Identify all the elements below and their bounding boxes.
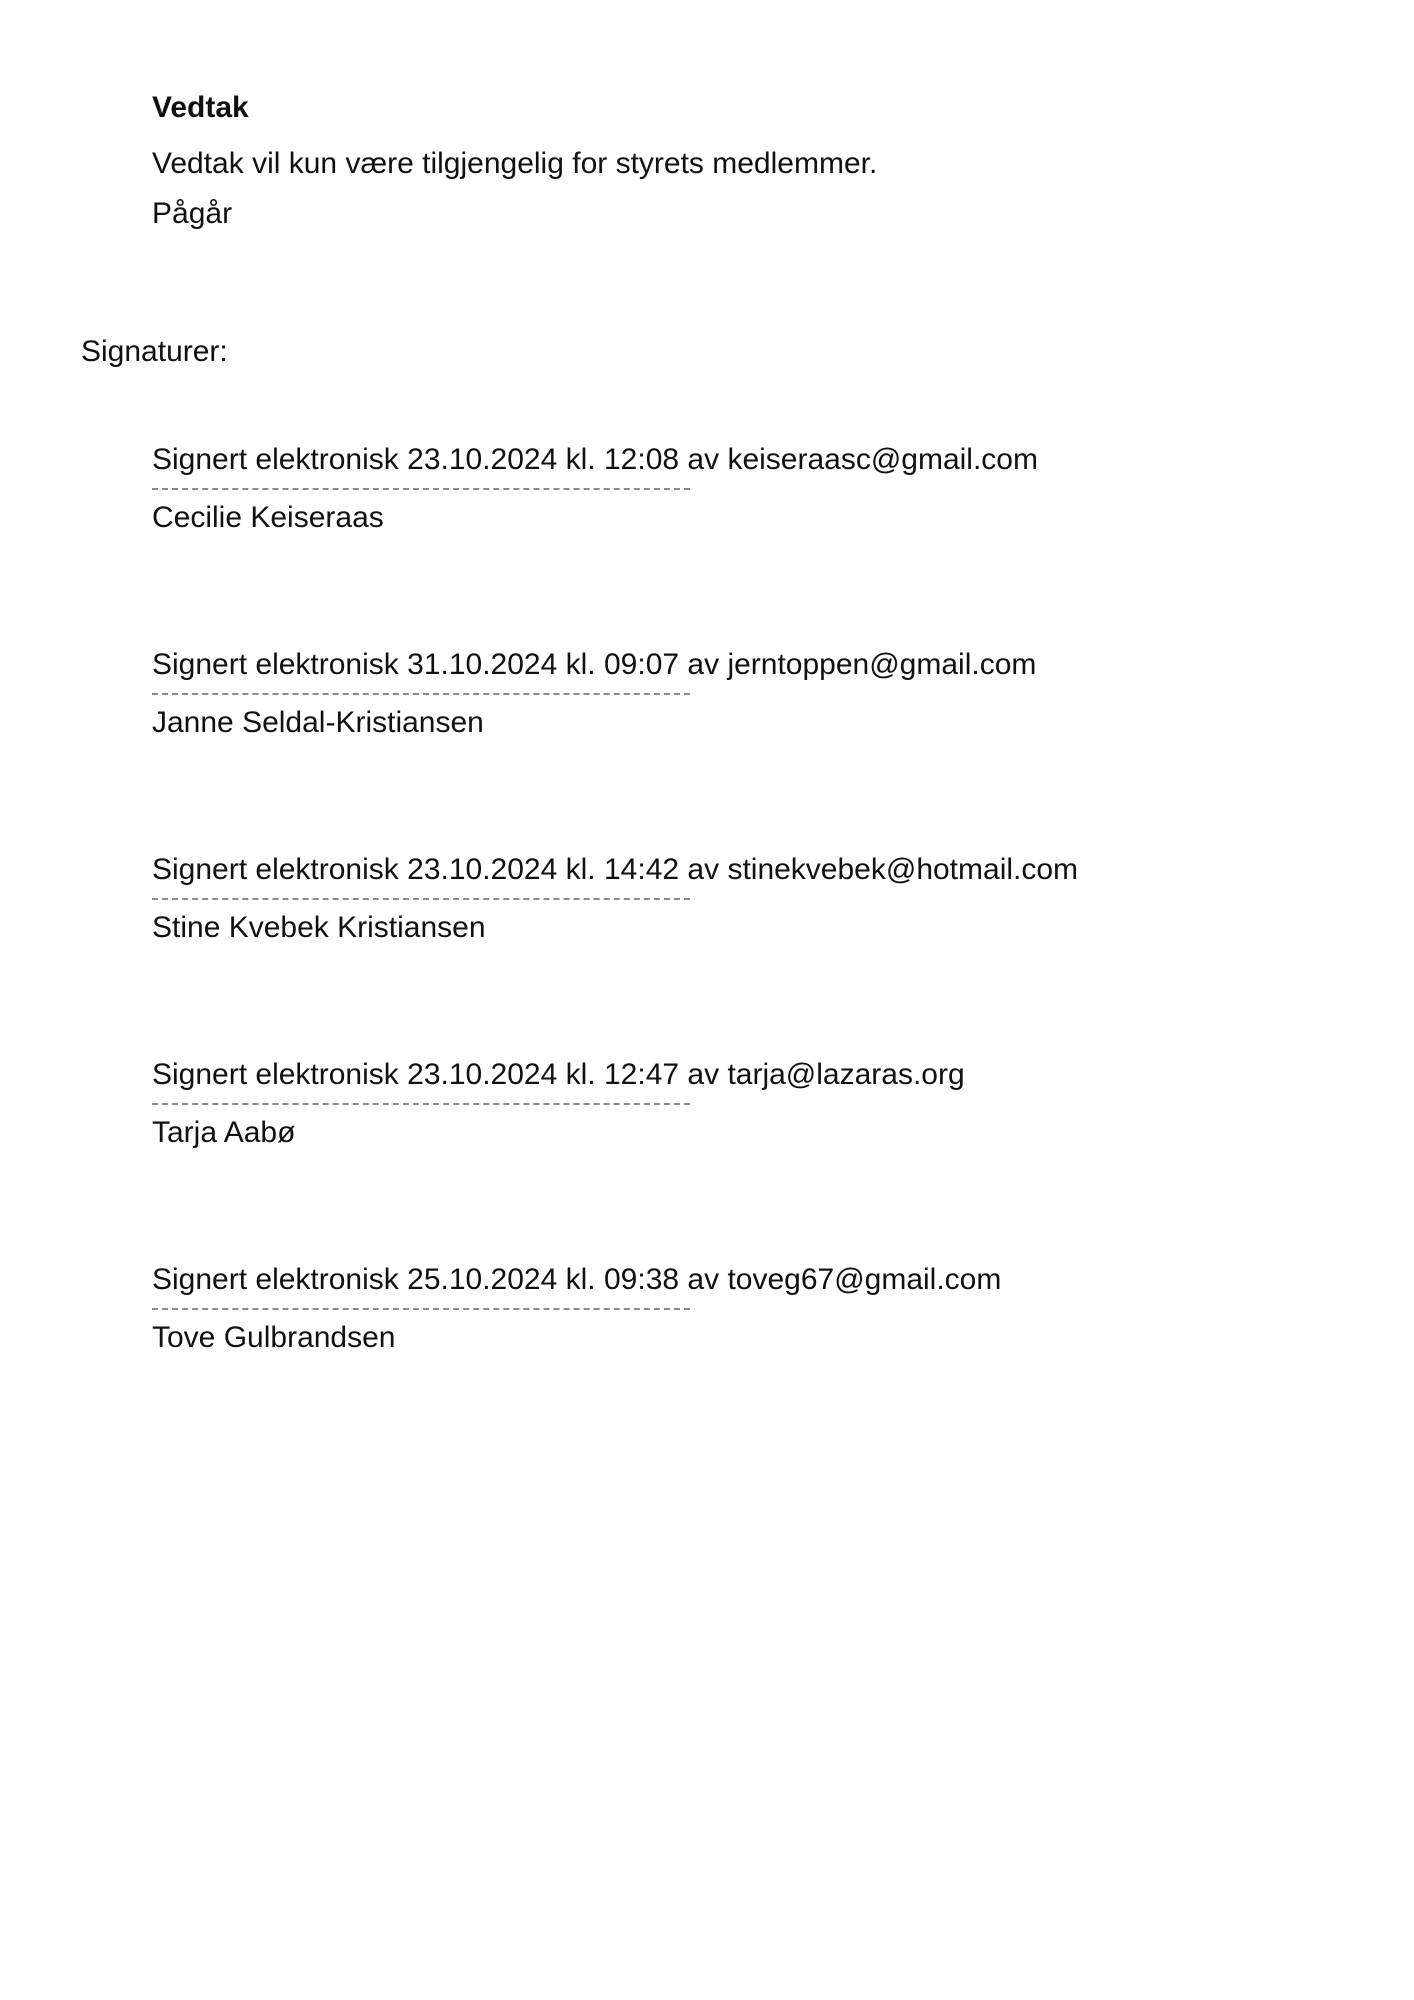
signature-by-label: av xyxy=(687,853,720,886)
signature-time-label: kl. xyxy=(565,648,596,681)
signature-prefix: Signert elektronisk xyxy=(152,648,399,681)
signature-prefix: Signert elektronisk xyxy=(152,1058,399,1091)
signature-email: jerntoppen@gmail.com xyxy=(727,648,1037,681)
vedtak-title: Vedtak xyxy=(152,91,249,124)
signature-time-label: kl. xyxy=(565,1058,596,1091)
signature-time-label: kl. xyxy=(565,443,596,476)
signature-dashed-line xyxy=(152,693,690,695)
signature-email: toveg67@gmail.com xyxy=(727,1263,1002,1296)
signature-by-label: av xyxy=(687,1058,720,1091)
signature-line xyxy=(152,850,1078,890)
signature-block xyxy=(152,1055,1302,1175)
signature-email: stinekvebek@hotmail.com xyxy=(727,853,1079,886)
signer-name: Janne Seldal-Kristiansen xyxy=(152,706,484,739)
vedtak-text: Vedtak vil kun være tilgjengelig for styrets medlemmer. xyxy=(152,147,878,180)
signature-date: 31.10.2024 xyxy=(407,648,558,681)
signature-email: keiseraasc@gmail.com xyxy=(727,443,1038,476)
signature-time: 12:08 xyxy=(603,443,680,476)
signer-name: Cecilie Keiseraas xyxy=(152,501,384,534)
signature-time: 09:07 xyxy=(603,648,680,681)
signature-line xyxy=(152,440,1038,480)
vedtak-status: Pågår xyxy=(152,197,233,230)
signature-block xyxy=(152,1260,1302,1380)
signature-line xyxy=(152,1055,965,1095)
signature-time-label: kl. xyxy=(565,1263,596,1296)
signature-by-label: av xyxy=(687,648,720,681)
signature-dashed-line xyxy=(152,488,690,490)
signature-block xyxy=(152,645,1302,765)
signatures-heading: Signaturer: xyxy=(81,335,228,368)
signature-time-label: kl. xyxy=(565,853,596,886)
signer-name: Tarja Aabø xyxy=(152,1116,296,1149)
signature-line xyxy=(152,1260,1001,1300)
signature-date: 25.10.2024 xyxy=(407,1263,558,1296)
signature-prefix: Signert elektronisk xyxy=(152,443,399,476)
signature-dashed-line xyxy=(152,1308,690,1310)
signature-by-label: av xyxy=(687,443,720,476)
signer-name: Tove Gulbrandsen xyxy=(152,1321,396,1354)
signature-time: 12:47 xyxy=(603,1058,680,1091)
signature-prefix: Signert elektronisk xyxy=(152,1263,399,1296)
signature-by-label: av xyxy=(687,1263,720,1296)
signature-prefix: Signert elektronisk xyxy=(152,853,399,886)
signature-line xyxy=(152,645,1036,685)
signature-time: 09:38 xyxy=(603,1263,680,1296)
signature-date: 23.10.2024 xyxy=(407,853,558,886)
signature-date: 23.10.2024 xyxy=(407,443,558,476)
signature-block xyxy=(152,850,1302,970)
signature-time: 14:42 xyxy=(603,853,680,886)
signature-dashed-line xyxy=(152,898,690,900)
signature-date: 23.10.2024 xyxy=(407,1058,558,1091)
signature-dashed-line xyxy=(152,1103,690,1105)
signer-name: Stine Kvebek Kristiansen xyxy=(152,911,486,944)
signature-block xyxy=(152,440,1302,560)
signature-email: tarja@lazaras.org xyxy=(727,1058,965,1091)
